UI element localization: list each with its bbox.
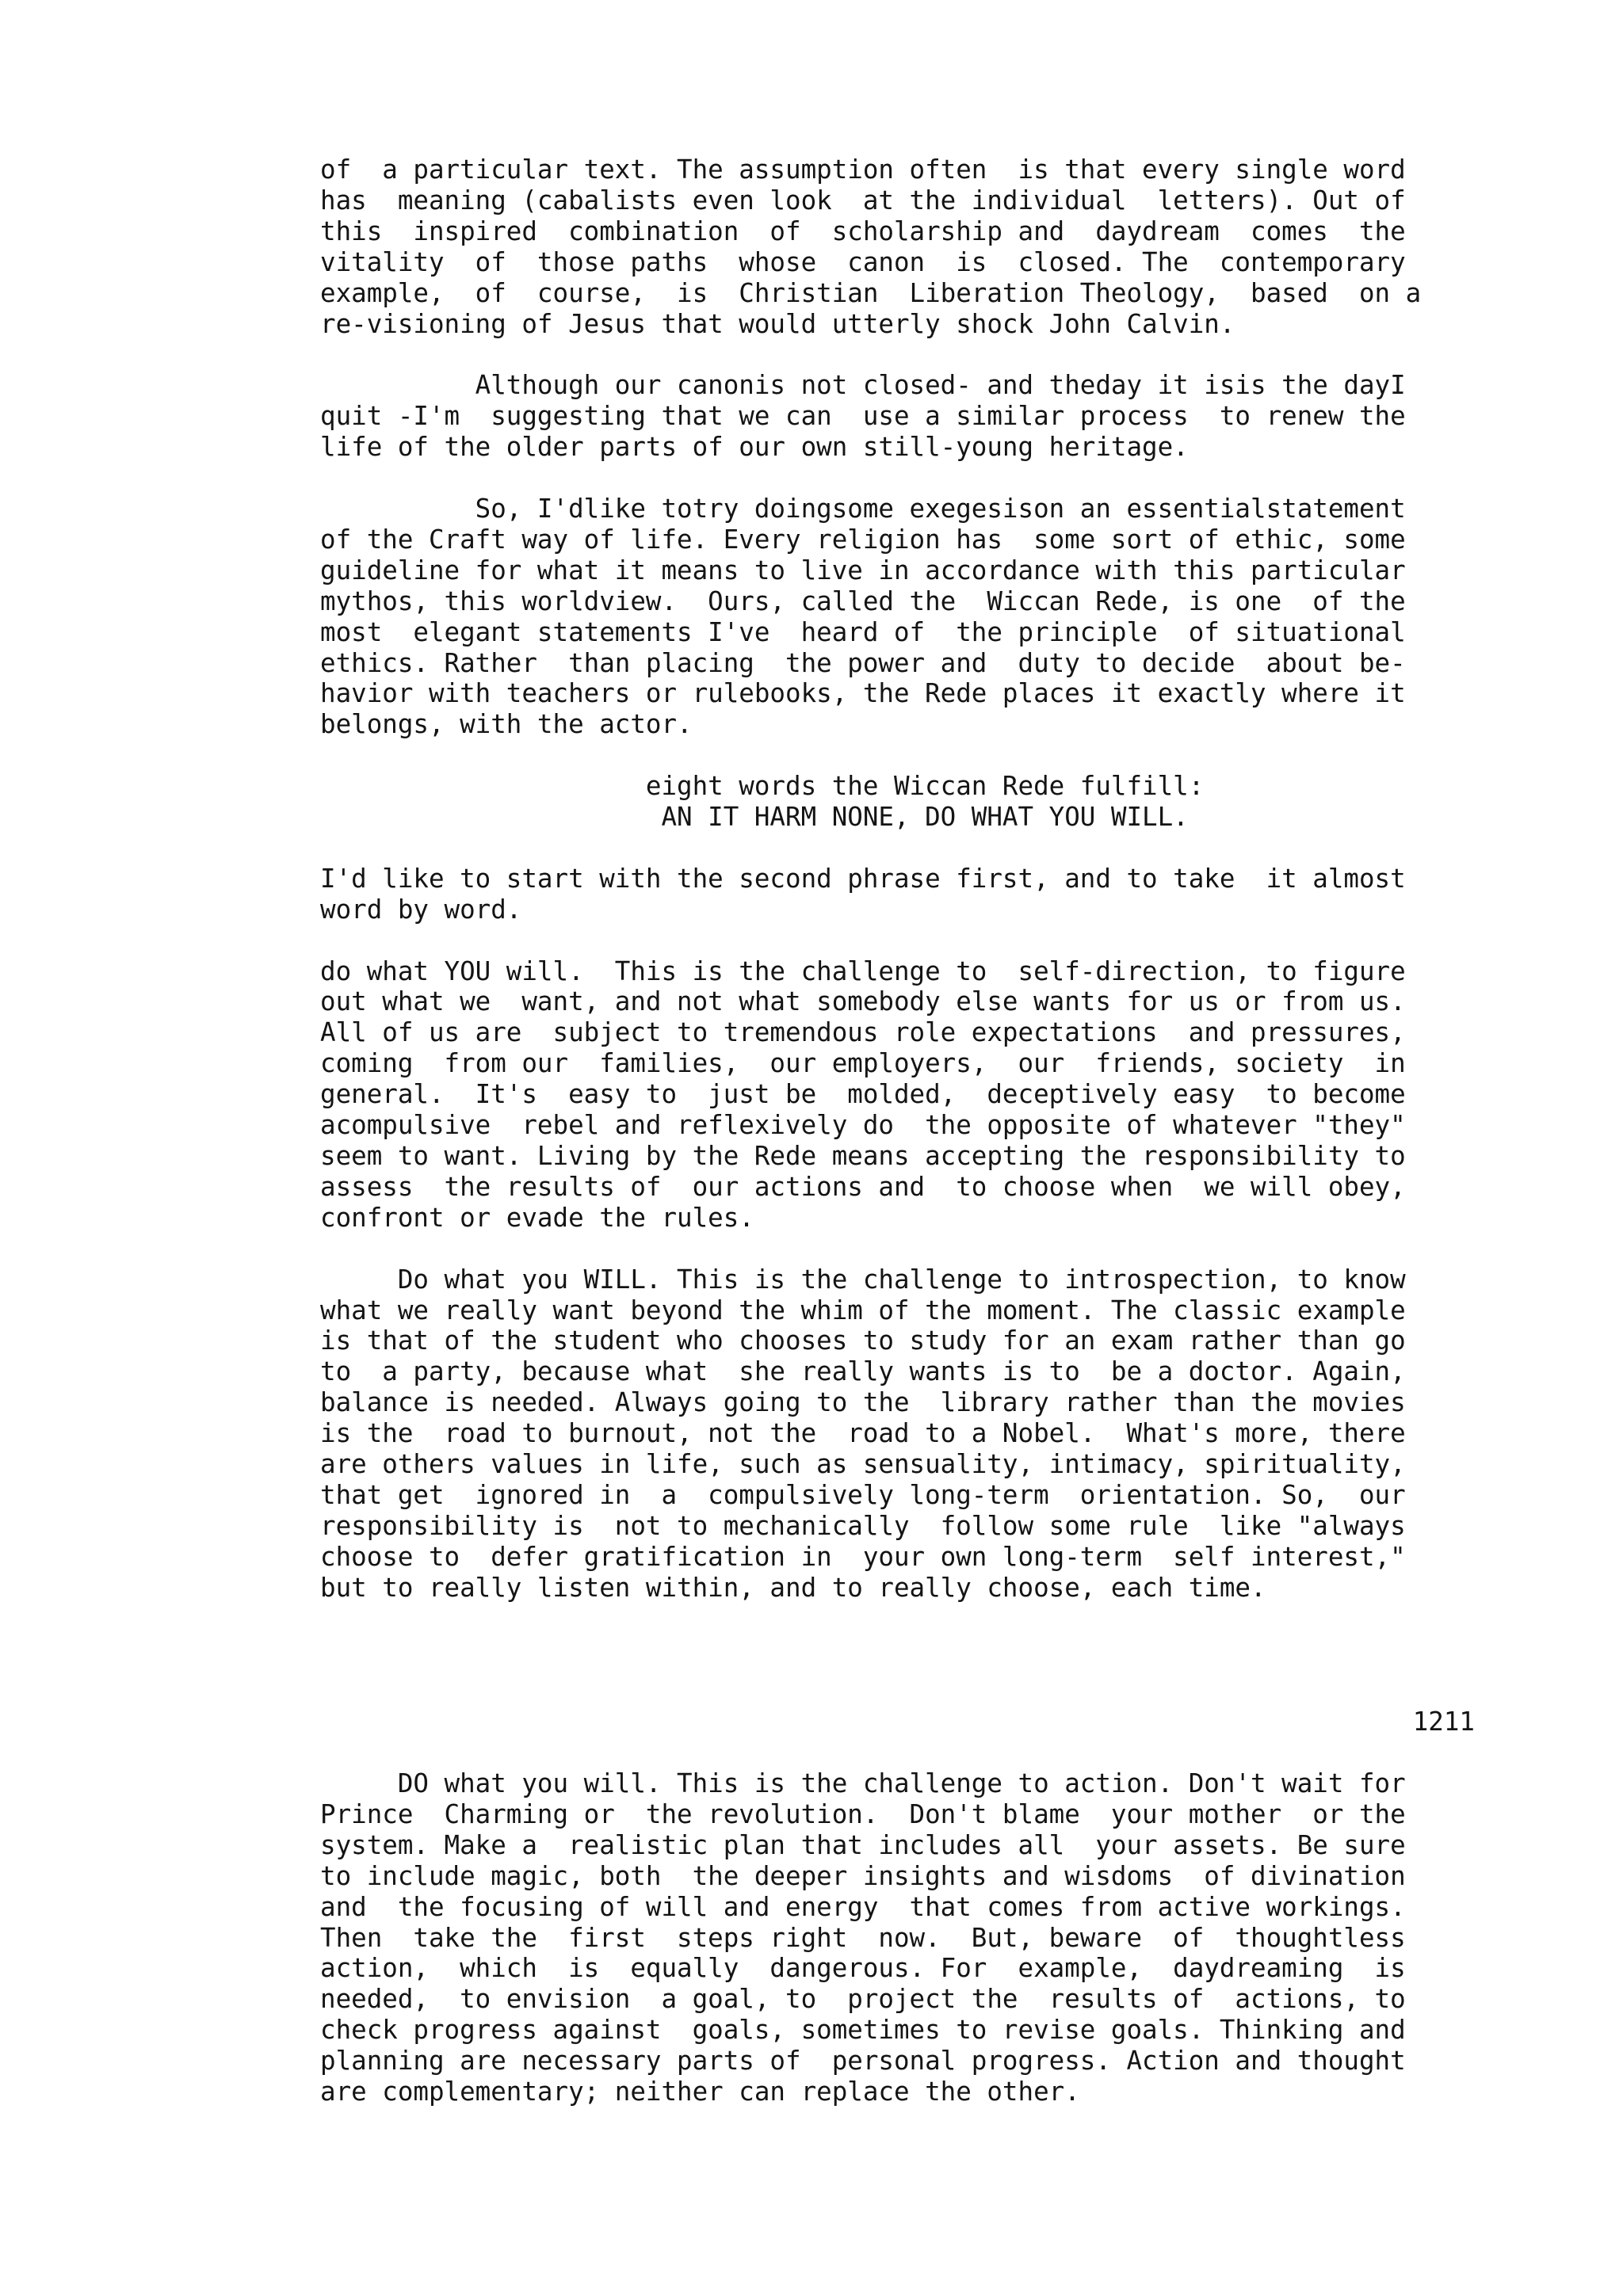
page-number: 1211 (1412, 1707, 1475, 1737)
bottom-text-section: DO what you will. This is the challenge to action. Don't wait for Prince Charming or the revolution. Don't blame your mother or the system. Make a realistic plan that includes all your assets. Be sure to include magic, both the deeper insights and wisdoms of divination and the focusing of will and energy that comes from active workings. Then take the first steps right now. But, beware of thoughtless action, which is equally dangerous. For example, daydreaming is needed, to envision a goal, to project the results of actions, to check progress against goals, sometimes to revise goals. Thinking and planning are necessary parts of personal progress. Action and thought are complementary; neither can replace the other. (320, 1768, 1406, 2107)
top-text-section: of a particular text. The assumption often is that every single word has meaning (cabalists even look at the individual letters). Out of this inspired combination of scholarship and daydream comes the vitality of those paths whose canon is closed. The contemporary example, of course, is Christian Liberation Theology, based on a re-visioning of Jesus that would utterly shock John Calvin. Although our canonis not closed- and theday it isis the dayI quit -I'm suggesting that we can use a similar process to renew the life of the older parts of our own still-young heritage. So, I'dlike totry doingsome exegesison an essentialstatement of the Craft way of life. Every religion has some sort of ethic, some guideline for what it means to live in accordance with this particular mythos, this worldview. Ours, called the Wiccan Rede, is one of the most elegant statements I've heard of the principle of situational ethics. Rather than placing the power and duty to decide about be- havior with teachers or rulebooks, the Rede places it exactly where it belongs, with the actor. eight words the Wiccan Rede fulfill: AN IT HARM NONE, DO WHAT YOU WILL. I'd like to start with the second phrase first, and to take it almost word by word. do what YOU will. This is the challenge to self-direction, to figure out what we want, and not what somebody else wants for us or from us. All of us are subject to tremendous role expectations and pressures, coming from our families, our employers, our friends, society in general. It's easy to just be molded, deceptively easy to become acompulsive rebel and reflexively do the opposite of whatever "they" seem to want. Living by the Rede means accepting the responsibility to assess the results of our actions and to choose when we will obey, confront or evade the rules. Do what you WILL. This is the challenge to introspection, to know what we really want beyond the whim of the moment. The classic example is that of the student who chooses to study for an exam rather than go to a party, because what she really wants is to be a doctor. Again, balance is needed. Always going to the library rather than the movies is the road to burnout, not the road to a Nobel. What's more, there are others values in life, such as sensuality, intimacy, spirituality, that get ignored in a compulsively long-term orientation. So, our responsibility is not to mechanically follow some rule like "always choose to defer gratification in your own long-term self interest," but to really listen within, and to really choose, each time. (320, 154, 1422, 1603)
